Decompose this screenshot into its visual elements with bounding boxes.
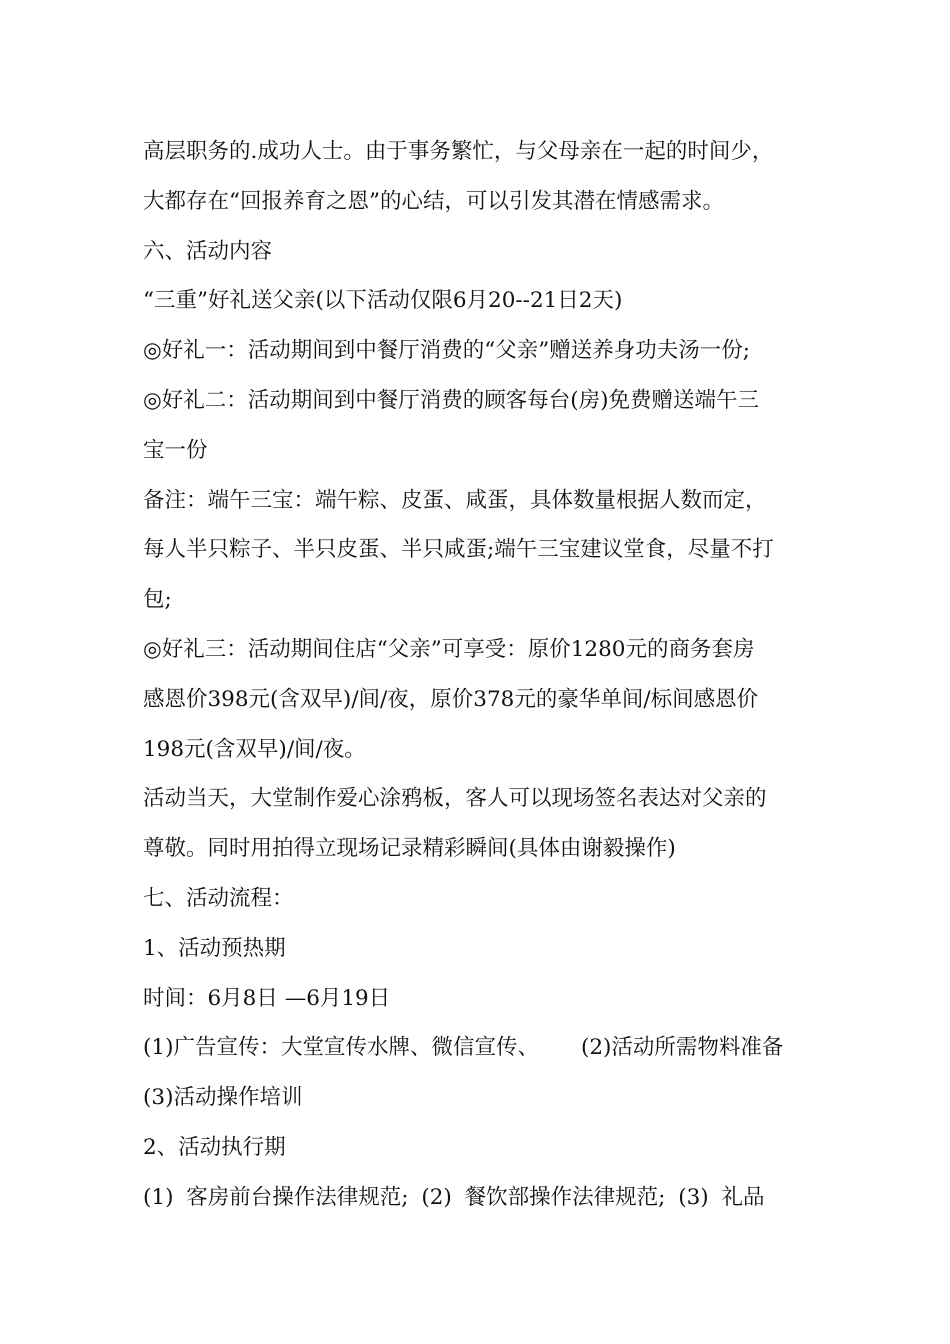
section-heading: 六、活动内容 xyxy=(143,238,273,264)
gift-item-line: 198元(含双早)/间/夜。 xyxy=(143,736,366,762)
task-line: (3)活动操作培训 xyxy=(143,1085,303,1111)
task-item: (2)活动所需物料准备 xyxy=(580,1035,784,1061)
gift-item-line: ◎好礼一：活动期间到中餐厅消费的“父亲”赠送养身功夫汤一份; xyxy=(143,338,750,364)
section-heading: 七、活动流程： xyxy=(143,885,294,911)
document-body xyxy=(143,127,811,1223)
subsection-heading: 2、活动执行期 xyxy=(143,1134,286,1160)
gift-item-line: 宝一份 xyxy=(143,437,208,463)
paragraph-line: 活动当天，大堂制作爱心涂鸦板，客人可以现场签名表达对父亲的 xyxy=(143,786,767,812)
paragraph-line: 大都存在“回报养育之恩”的心结，可以引发其潜在情感需求。 xyxy=(143,188,724,214)
task-item: (1)广告宣传：大堂宣传水牌、微信宣传、 xyxy=(143,1035,539,1061)
paragraph-line: 高层职务的.成功人士。由于事务繁忙，与父母亲在一起的时间少， xyxy=(143,139,774,164)
subsection-heading: 1、活动预热期 xyxy=(143,935,286,961)
paragraph-line: 时间：6月8日 —6月19日 xyxy=(143,985,391,1011)
note-line: 每人半只粽子、半只皮蛋、半只咸蛋;端午三宝建议堂食，尽量不打 xyxy=(143,537,774,563)
note-line: 备注：端午三宝：端午粽、皮蛋、咸蛋，具体数量根据人数而定， xyxy=(143,487,767,513)
paragraph-line: 尊敬。同时用拍得立现场记录精彩瞬间(具体由谢毅操作) xyxy=(143,836,676,862)
gift-item-line: 感恩价398元(含双早)/间/夜，原价378元的豪华单间/标间感恩价 xyxy=(143,686,759,712)
task-line xyxy=(143,1023,811,1073)
paragraph-line: “三重”好礼送父亲(以下活动仅限6月20--21日2天) xyxy=(143,288,623,314)
task-line: (1) 客房前台操作法律规范; (2) 餐饮部操作法律规范; (3) 礼品 xyxy=(143,1184,765,1210)
gift-item-line: ◎好礼三：活动期间住店“父亲”可享受：原价1280元的商务套房 xyxy=(143,636,755,662)
gift-item-line: ◎好礼二：活动期间到中餐厅消费的顾客每台(房)免费赠送端午三 xyxy=(143,387,760,413)
note-line: 包; xyxy=(143,587,172,613)
